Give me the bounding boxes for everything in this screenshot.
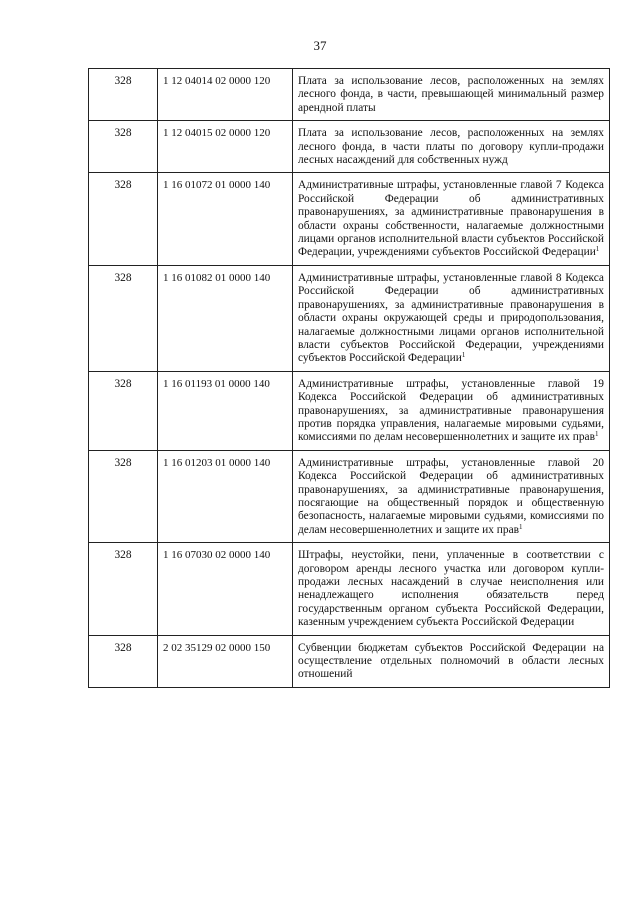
revenue-description-cell xyxy=(293,635,610,687)
admin-code-cell: 328 xyxy=(89,543,158,635)
budget-classification-code-cell: 1 16 01203 01 0000 140 xyxy=(158,450,293,542)
budget-classification-code-cell: 1 12 04014 02 0000 120 xyxy=(158,69,293,121)
revenue-description-cell xyxy=(293,69,610,121)
revenue-description-cell xyxy=(293,265,610,371)
budget-classification-code-cell: 2 02 35129 02 0000 150 xyxy=(158,635,293,687)
admin-code-cell: 328 xyxy=(89,635,158,687)
footnote-marker: 1 xyxy=(595,430,599,439)
revenue-description-cell xyxy=(293,543,610,635)
revenue-description-text: Административные штрафы, установленные главой 20 Кодекса Российской Федерации об административных правонарушениях, за административные правонарушения, посягающие на общественный порядок и общественную безопасность, налагаемые мировыми судьями, комиссиями по делам несовершеннолетних и защите их прав xyxy=(298,456,604,536)
revenue-description-cell xyxy=(293,371,610,450)
table-row xyxy=(89,450,610,542)
budget-classification-code-cell: 1 16 01082 01 0000 140 xyxy=(158,265,293,371)
footnote-marker: 1 xyxy=(461,351,466,360)
budget-classification-code-cell: 1 16 07030 02 0000 140 xyxy=(158,543,293,635)
table-row xyxy=(89,265,610,371)
budget-classification-code-cell: 1 16 01072 01 0000 140 xyxy=(158,173,293,265)
revenue-description-text: Административные штрафы, установленные главой 19 Кодекса Российской Федерации об административных правонарушениях, за административные правонарушения против порядка управления, налагаемые мировыми судьями, комиссиями по делам несовершеннолетних и защите их прав xyxy=(298,377,604,444)
table-row xyxy=(89,121,610,173)
revenue-description-text: Субвенции бюджетам субъектов Российской Федерации на осуществление отдельных полномочий в области лесных отношений xyxy=(298,641,604,681)
table-row xyxy=(89,635,610,687)
budget-classification-code-cell: 1 16 01193 01 0000 140 xyxy=(158,371,293,450)
revenue-description-cell xyxy=(293,121,610,173)
page-number: 37 xyxy=(313,38,327,53)
admin-code-cell: 328 xyxy=(89,450,158,542)
budget-classification-code-cell: 1 12 04015 02 0000 120 xyxy=(158,121,293,173)
table-row xyxy=(89,543,610,635)
revenue-description-text: Административные штрафы, установленные главой 7 Кодекса Российской Федерации об административных правонарушениях, за административные правонарушения в области охраны собственности, налагаемые должностными лицами органов исполнительной власти субъектов Российской Федерации, учреждениями субъектов Российской Федерации xyxy=(298,179,604,259)
revenue-description-cell xyxy=(293,173,610,265)
admin-code-cell: 328 xyxy=(89,121,158,173)
revenue-description-text: Плата за использование лесов, расположенных на землях лесного фонда, в части платы по договору купли-продажи лесных насаждений для собственных нужд xyxy=(298,127,604,167)
table-row xyxy=(89,371,610,450)
admin-code-cell: 328 xyxy=(89,173,158,265)
admin-code-cell: 328 xyxy=(89,371,158,450)
table-body xyxy=(89,69,610,688)
table-row xyxy=(89,173,610,265)
footnote-marker: 1 xyxy=(595,245,600,254)
revenue-description-text: Административные штрафы, установленные главой 8 Кодекса Российской Федерации об административных правонарушениях, за административные правонарушения в области охраны окружающей среды и природопользования, налагаемые должностными лицами органов исполнительной власти субъектов Российской Федерации, учреждениями субъектов Российской Федерации xyxy=(298,271,604,365)
admin-code-cell: 328 xyxy=(89,265,158,371)
revenue-description-cell xyxy=(293,450,610,542)
revenue-codes-table xyxy=(88,68,610,688)
table-row xyxy=(89,69,610,121)
revenue-description-text: Плата за использование лесов, расположенных на землях лесного фонда, в части, превышающей минимальный размер арендной платы xyxy=(298,75,604,114)
admin-code-cell: 328 xyxy=(89,69,158,121)
revenue-description-text: Штрафы, неустойки, пени, уплаченные в соответствии с договором аренды лесного участка или договором купли-продажи лесных насаждений в случае неисполнения или ненадлежащего исполнения обязательств перед государственным органом субъекта Российской Федерации, казенным учреждением субъекта Российской Федерации xyxy=(298,549,604,629)
footnote-marker: 1 xyxy=(519,522,523,531)
